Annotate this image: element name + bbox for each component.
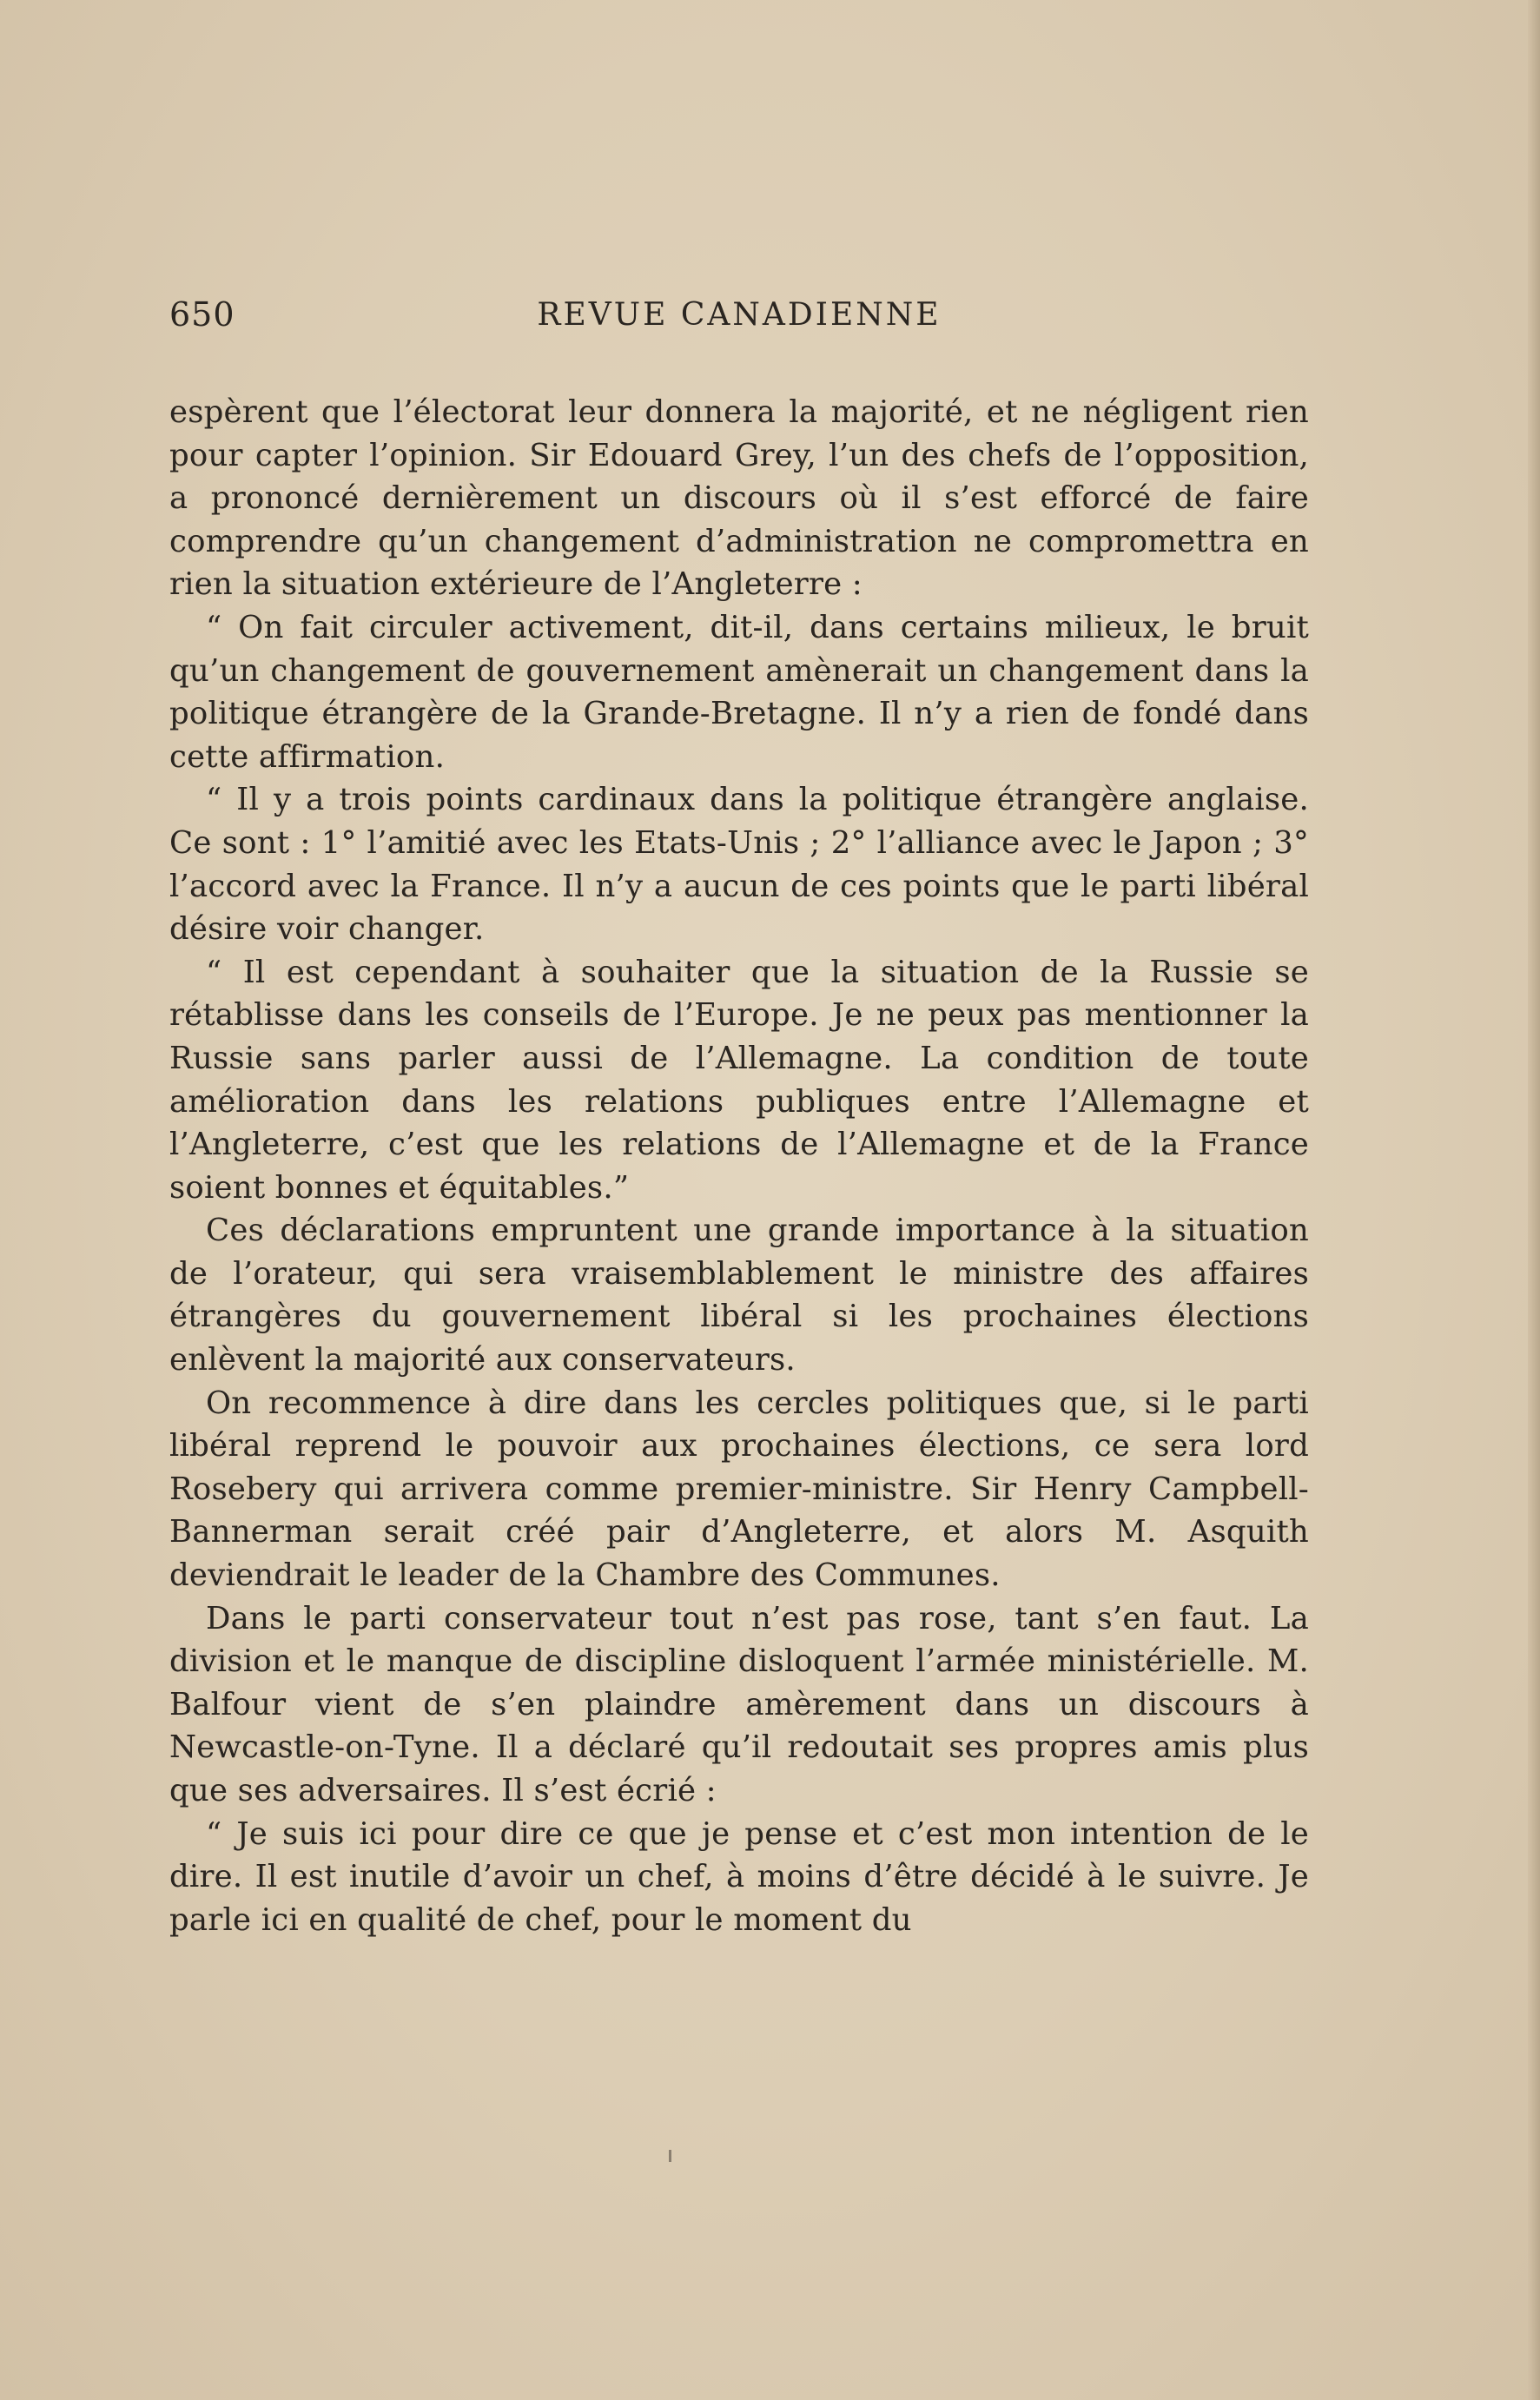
paragraph-4: “ Il est cependant à souhaiter que la situation de la Russie se rétablisse dans les conseils de l’Europe. Je ne peux pas mentionner la Russie sans parler aussi de l’Allemagne. La condition de toute amélioration dans les relations publiques entre l’Allemagne et l’Angleterre, c’est que les relations de l’Allemagne et de la France soient bonnes et équitables.” xyxy=(169,954,1309,1206)
paragraph-2: “ On fait circuler activement, dit-il, dans certains milieux, le bruit qu’un changement de gouvernement amènerait un changement dans la politique étrangère de la Grande-Bretagne. Il n’y a rien de fondé dans cette affirmation. xyxy=(169,609,1309,775)
paragraph-8: “ Je suis ici pour dire ce que je pense et c’est mon intention de le dire. Il est inutile d’avoir un chef, à moins d’être décidé à le suivre. Je parle ici en qualité de chef, pour le moment du xyxy=(169,1815,1309,1938)
page-header xyxy=(169,295,1309,347)
page-number: 650 xyxy=(169,295,235,334)
page-edge xyxy=(1528,0,1540,2400)
paragraph-7: Dans le parti conservateur tout n’est pas rose, tant s’en faut. La division et le manque de discipline disloquent l’armée ministérielle. M. Balfour vient de s’en plaindre amèrement dans un discours à Newcastle-on-Tyne. Il a déclaré qu’il redoutait ses propres amis plus que ses adversaires. Il s’est écrié : xyxy=(169,1600,1309,1808)
paragraph-1: espèrent que l’électorat leur donnera la majorité, et ne négligent rien pour capter l’opinion. Sir Edouard Grey, l’un des chefs de l’opposition, a prononcé dernièrement un discours où il s’est efforcé de faire comprendre qu’un changement d’administration ne compromettra en rien la situation extérieure de l’Angleterre : xyxy=(169,394,1309,603)
print-mark xyxy=(669,2150,671,2162)
running-head: REVUE CANADIENNE xyxy=(537,297,942,333)
paragraph-6: On recommence à dire dans les cercles politiques que, si le parti libéral reprend le pouvoir aux prochaines élections, ce sera lord Rosebery qui arrivera comme premier-ministre. Sir Henry Campbell-Bannerman serait créé pair d’Angleterre, et alors M. Asquith deviendrait le leader de la Chambre des Communes. xyxy=(169,1385,1309,1594)
paragraph-3: “ Il y a trois points cardinaux dans la politique étrangère anglaise. Ce sont : 1° l’amitié avec les Etats-Unis ; 2° l’alliance avec le Japon ; 3° l’accord avec la France. Il n’y a aucun de ces points que le parti libéral désire voir changer. xyxy=(169,782,1309,948)
paragraph-5: Ces déclarations empruntent une grande importance à la situation de l’orateur, qui sera vraisemblablement le ministre des affaires étrangères du gouvernement libéral si les prochaines élections enlèvent la majorité aux conservateurs. xyxy=(169,1213,1309,1379)
body-text xyxy=(169,391,1309,1941)
